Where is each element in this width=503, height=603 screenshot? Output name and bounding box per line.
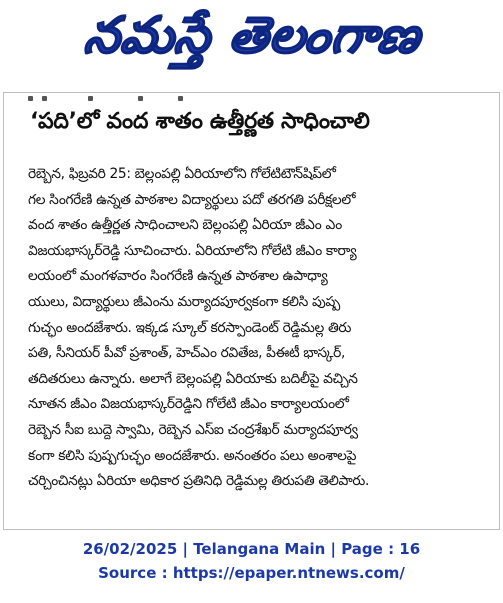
article-line: కంగా కలిసి పుష్పగుచ్ఛం అందజేశారు. అనంతరం పలు అంశాలపై bbox=[28, 447, 357, 464]
article-line: యులు, విద్యార్థులు జీఎంను మర్యాదపూర్వకంగా కలిసి పుష్ప bbox=[28, 293, 340, 310]
publication-info: 26/02/2025 | Telangana Main | Page : 16 bbox=[82, 540, 421, 558]
article-line: రెబ్బెన, ఫిబ్రవరి 25: బెల్లంపల్లి ఏరియాలోని గోలేటిటౌన్‌షిప్‌లో bbox=[28, 166, 336, 182]
article-line: వంద శాతం ఉత్తీర్ణత సాధించాలని బెల్లంపల్లి ఏరియా జీఎం ఎం bbox=[28, 217, 342, 234]
article-body bbox=[28, 162, 480, 495]
masthead bbox=[0, 0, 503, 82]
article-line: నూతన జీఎం విజయభాస్కర్‌రెడ్డిని గోలేటి జీఎం కార్యాలయంలో bbox=[28, 396, 349, 413]
article-line: తదితరులు ఉన్నారు. అలాగే బెల్లంపల్లి ఏరియాకు బదిలీపై వచ్చిన bbox=[28, 370, 358, 387]
source-link[interactable]: Source : https://epaper.ntnews.com/ bbox=[98, 564, 405, 582]
article-line: పతి, సీనియర్ పీవో ప్రశాంత్, హెచ్‌ఎం రవితేజ, పీఈటీ భాస్కర్, bbox=[28, 345, 345, 362]
article-line: లయంలో మంగళవారం సింగరేణి ఉన్నత పాఠశాల ఉపాధ్యా bbox=[28, 268, 328, 285]
article-line: రెబ్బెన సీఐ బుద్దె స్వామి, రెబ్బెన ఎస్ఐ చంద్రశేఖర్ మర్యాదపూర్వ bbox=[28, 421, 358, 438]
newspaper-logo: నమస్తే తెలంగాణ bbox=[80, 5, 425, 64]
article-line: గల సింగరేణి ఉన్నత పాఠశాల విద్యార్థులు పదో తరగతి పరీక్షలలో bbox=[28, 191, 356, 208]
article-line: గుచ్ఛం అందజేశారు. ఇక్కడ స్కూల్ కరస్పాండెంట్ రెడ్డిమల్ల తిరు bbox=[28, 319, 352, 336]
article-line: చర్చించినట్లు ఏరియా అధికార ప్రతినిధి రెడ్డిమల్ల తిరుపతి తెలిపారు. bbox=[28, 473, 369, 490]
clipping-edge-marks bbox=[28, 96, 248, 104]
article-line: విజయభాస్కర్‌రెడ్డి సూచించారు. ఏరియాలోని గోలేటి జీఎం కార్యా bbox=[28, 242, 357, 259]
clipping-footer bbox=[0, 537, 503, 585]
article-headline: ‘పది’లో వంద శాతం ఉత్తీర్ణత సాధించాలి bbox=[30, 109, 370, 134]
